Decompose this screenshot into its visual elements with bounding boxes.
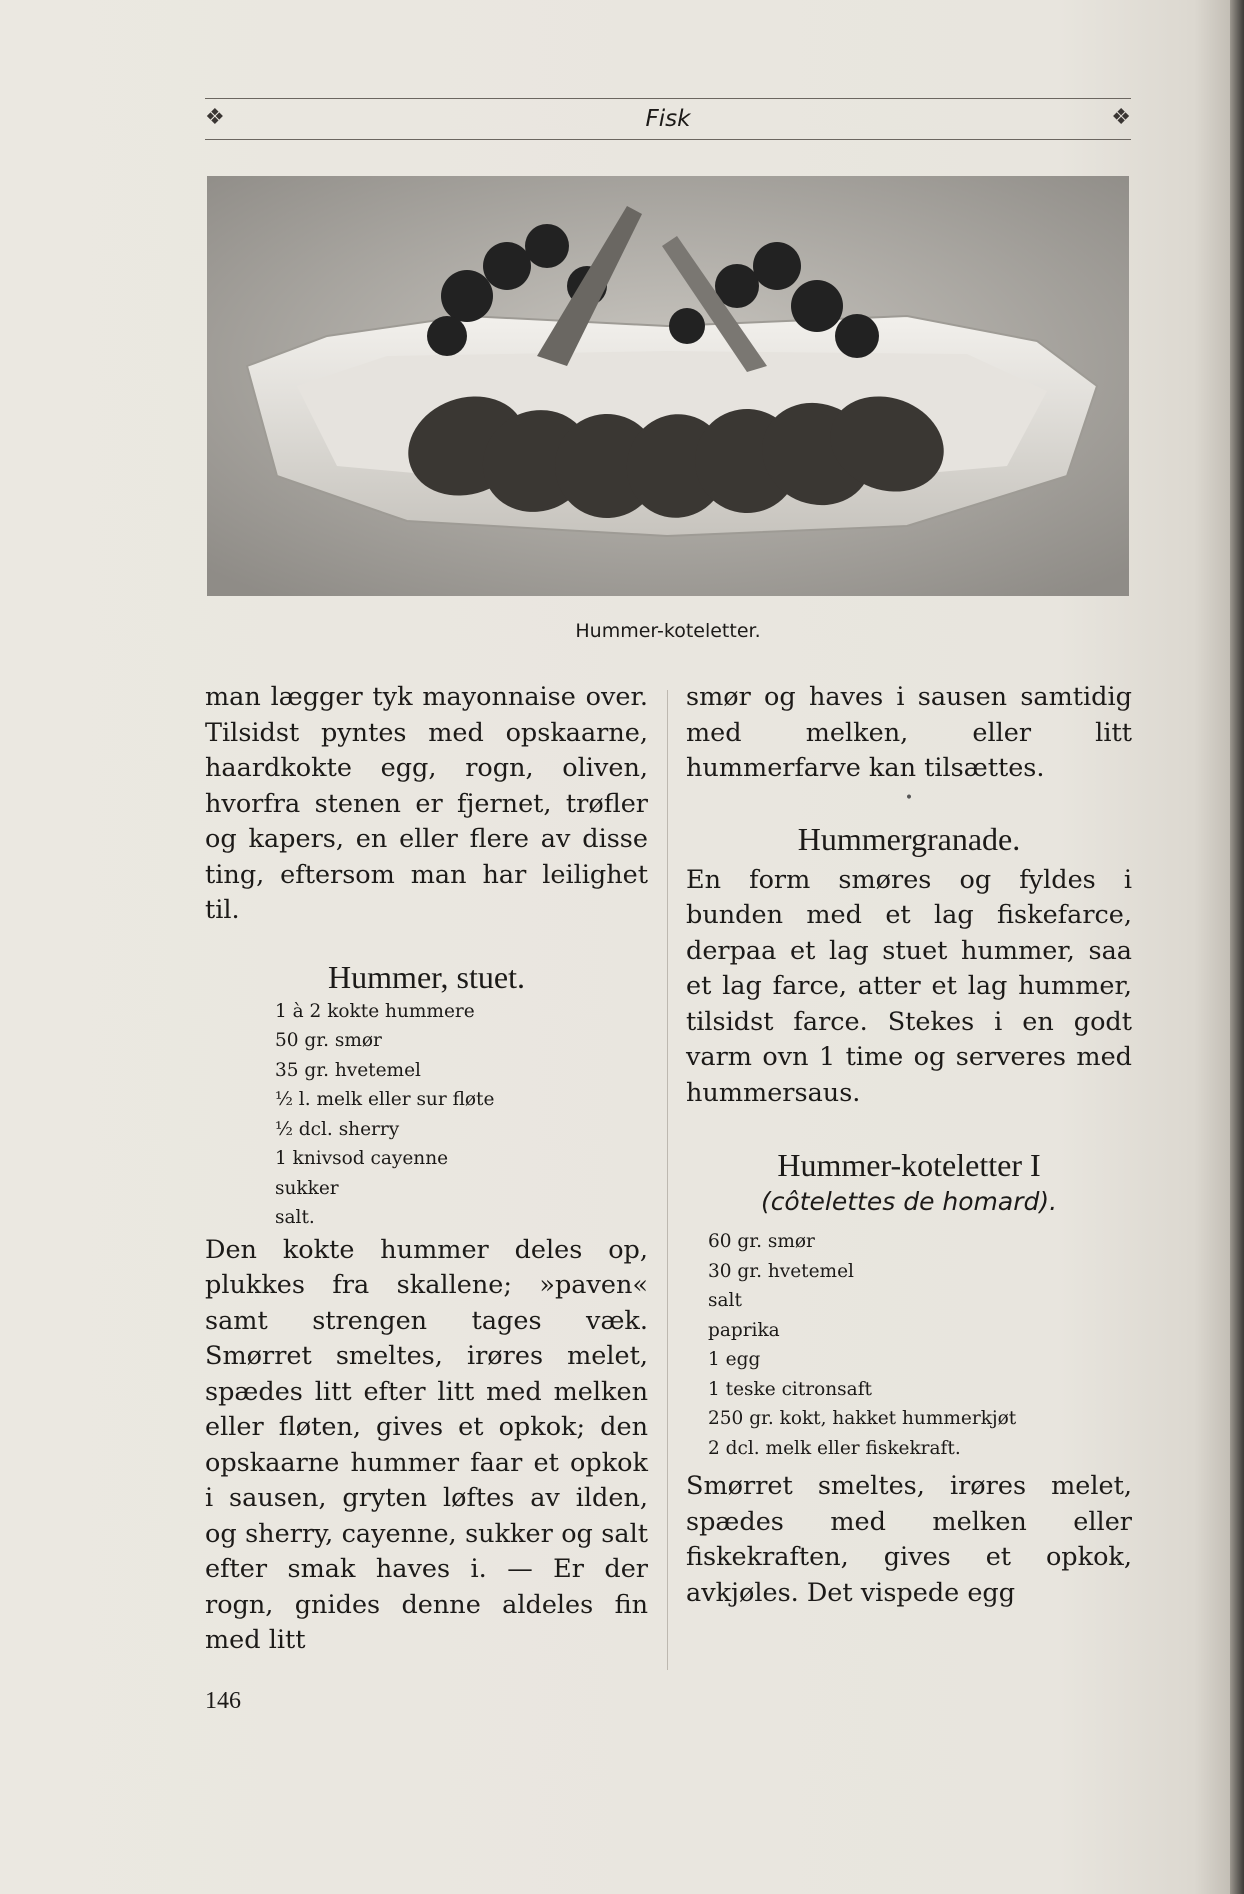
continued-paragraph: smør og haves i sausen samtidig med melken, eller litt hummerfarve kan tilsættes. (686, 682, 1132, 783)
column-divider (667, 690, 668, 1670)
ingredient-item: 35 gr. hvetemel (275, 1059, 421, 1081)
running-header (205, 98, 1131, 140)
ingredient-item: 1 teske citronsaft (708, 1378, 872, 1400)
ingredient-item: 2 dcl. melk eller fiskekraft. (708, 1437, 961, 1459)
photo-illustration (207, 176, 1129, 596)
recipe-title-hummergranade: Hummergranade. (797, 820, 1021, 857)
ingredient-item: 1 egg (708, 1349, 761, 1370)
recipe-title-hummer-koteletter: Hummer-koteletter I (777, 1147, 1041, 1183)
ingredient-list (205, 997, 648, 1233)
ingredient-item: salt (708, 1290, 742, 1311)
method-paragraph: Den kokte hummer deles op, plukkes fra skallene; »paven« samt strengen tages væk. Smørret smeltes, irøres melet, spædes litt efter litt med melken eller fløten, gives et opkok; den opskaarne hummer faar et opkok i sausen, gryten løftes av ilden, og sherry, cayenne, sukker og salt efter smak haves i. — Er der rogn, gnides denne aldeles fin med litt (205, 1234, 648, 1655)
ingredient-list (686, 1227, 1132, 1463)
ingredient-item: 50 gr. smør (275, 1030, 382, 1051)
ingredient-item: 250 gr. kokt, hakket hummerkjøt (708, 1408, 1017, 1429)
ornament-right-icon: ❖ (1111, 105, 1131, 130)
intro-paragraph: man lægger tyk mayonnaise over. Tilsidst pyntes med opskaarne, haardkokte egg, rogn, oliven, hvorfra stenen er fjernet, trøfler og kapers, en eller flere av disse ting, eftersom man har leilighet til. (205, 682, 648, 925)
ingredient-item: 1 knivsod cayenne (275, 1148, 449, 1169)
page-number: 146 (205, 1688, 241, 1714)
right-column (686, 680, 1132, 1611)
ingredient-item: 30 gr. hvetemel (708, 1260, 854, 1282)
left-column (205, 680, 648, 1659)
book-spine-edge (1230, 0, 1244, 1894)
ingredient-item: sukker (275, 1177, 339, 1199)
photo-caption: Hummer-koteletter. (575, 620, 761, 642)
stray-mark: • (904, 789, 914, 806)
recipe-subtitle: (côtelettes de homard). (760, 1187, 1058, 1216)
ingredient-item: 1 à 2 kokte hummere (275, 1000, 475, 1022)
header-title: Fisk (645, 106, 691, 132)
ingredient-item: ½ l. melk eller sur fløte (275, 1089, 495, 1110)
ingredient-item: 60 gr. smør (708, 1231, 815, 1252)
lobster-cutlets-photo (207, 176, 1129, 596)
ingredient-item: paprika (708, 1319, 780, 1341)
ingredient-item: ½ dcl. sherry (275, 1118, 400, 1140)
method-paragraph: Smørret smeltes, irøres melet, spædes med melken eller fiskekraften, gives et opkok, avkjøles. Det vispede egg (686, 1471, 1132, 1608)
recipe-title-hummer-stuet: Hummer, stuet. (328, 958, 525, 995)
method-paragraph: En form smøres og fyldes i bunden med et lag fiskefarce, derpaa et lag stuet hummer, saa et lag farce, atter et lag hummer, tilsidst farce. Stekes i en godt varm ovn 1 time og serveres med hummersaus. (686, 864, 1132, 1108)
ingredient-item: salt. (275, 1207, 315, 1228)
ornament-left-icon: ❖ (205, 105, 225, 130)
